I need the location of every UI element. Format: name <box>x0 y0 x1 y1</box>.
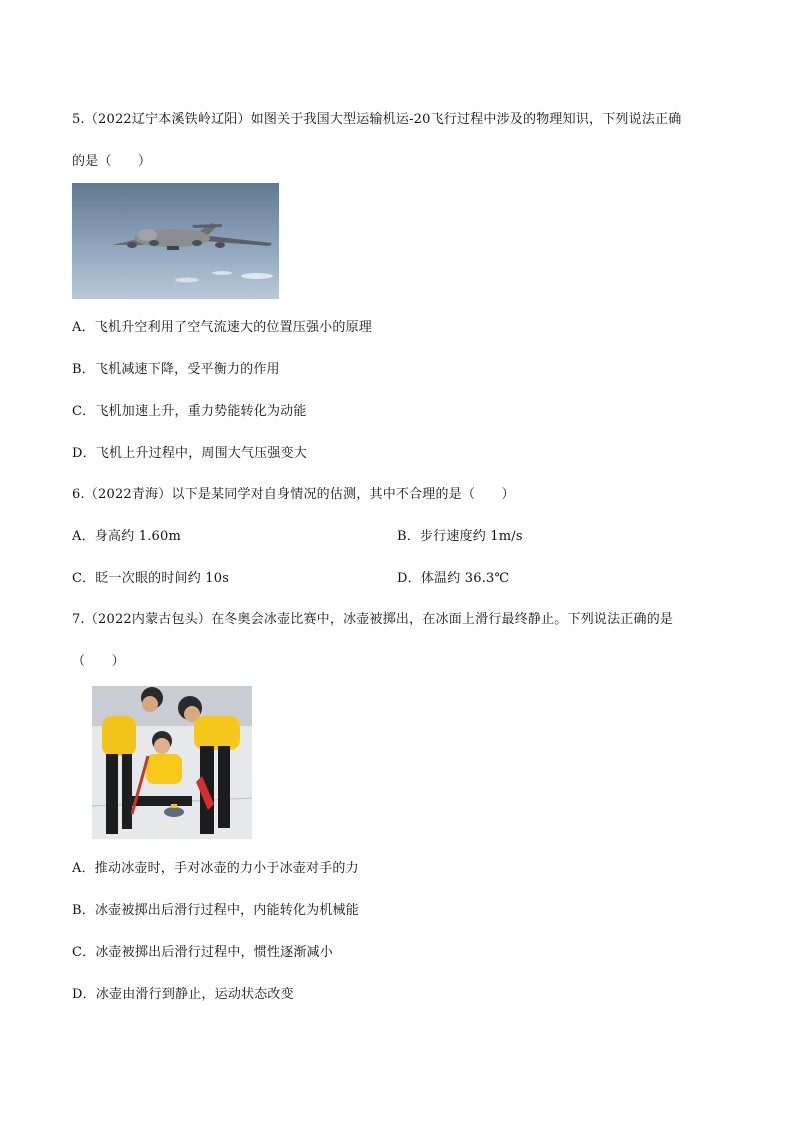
question-5-option-b: B．飞机减速下降，受平衡力的作用 <box>72 362 280 377</box>
question-5-option-c: C．飞机加速上升，重力势能转化为动能 <box>72 404 307 419</box>
question-7-option-a: A．推动冰壶时，手对冰壶的力小于冰壶对手的力 <box>72 861 359 876</box>
question-5-stem-cont: 的是（ ） <box>72 154 152 169</box>
question-6-option-b: B．步行速度约 1m/s <box>397 529 523 544</box>
question-6-option-c: C．眨一次眼的时间约 10s <box>72 571 230 586</box>
question-5-option-a: A．飞机升空利用了空气流速大的位置压强小的原理 <box>72 320 372 335</box>
question-6-option-a: A．身高约 1.60m <box>72 529 181 544</box>
question-6-option-d: D．体温约 36.3℃ <box>397 571 510 586</box>
question-7-option-d: D．冰壶由滑行到静止，运动状态改变 <box>72 987 294 1002</box>
airplane-photo <box>72 183 279 299</box>
question-5-option-d: D．飞机上升过程中，周围大气压强变大 <box>72 446 308 461</box>
question-7-stem-cont: （ ） <box>72 654 125 669</box>
question-7-stem: 7.（2022内蒙古包头）在冬奥会冰壶比赛中，冰壶被掷出，在冰面上滑行最终静止。下列说法正确的是 <box>72 612 674 627</box>
question-6-stem: 6.（2022青海）以下是某同学对自身情况的估测，其中不合理的是（ ） <box>72 487 515 502</box>
question-7-option-c: C．冰壶被掷出后滑行过程中，惯性逐渐减小 <box>72 945 333 960</box>
question-7-option-b: B．冰壶被掷出后滑行过程中，内能转化为机械能 <box>72 903 359 918</box>
curling-photo <box>92 686 252 839</box>
question-5-stem: 5.（2022辽宁本溪铁岭辽阳）如图关于我国大型运输机运-20飞行过程中涉及的物理知识，下列说法正确 <box>72 112 682 127</box>
